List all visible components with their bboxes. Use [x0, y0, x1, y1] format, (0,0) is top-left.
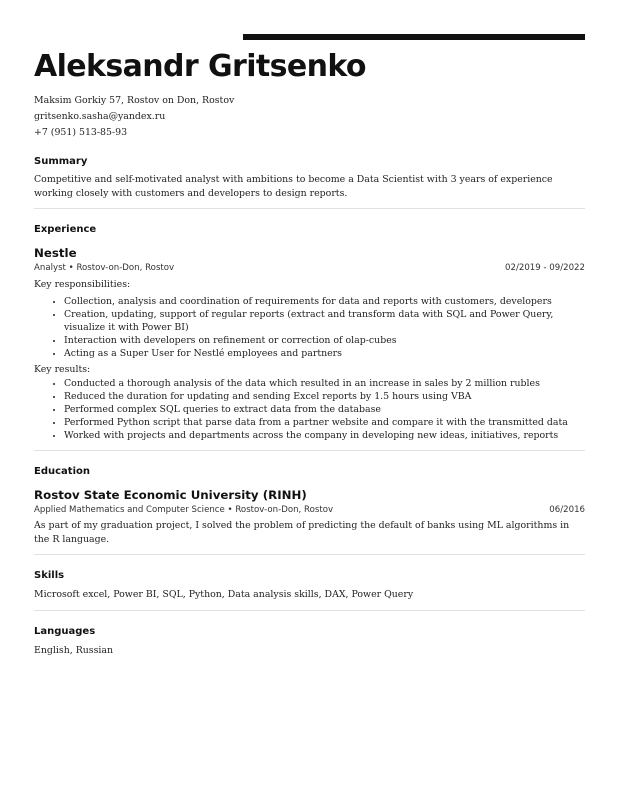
company-name: Nestle — [34, 246, 77, 260]
job-role-location: Analyst • Rostov-on-Don, Rostov — [34, 263, 175, 273]
list-item: • Reduced the duration for updating and sending Excel reports by 1.5 hours using VBA — [64, 390, 585, 403]
header-accent-bar — [243, 34, 585, 40]
education-program-location: Applied Mathematics and Computer Science • Rostov-on-Don, Rostov — [34, 505, 334, 515]
list-item: • Creation, updating, support of regular reports (extract and transform data with SQL and Power Query, visualize it with Power BI) — [64, 308, 585, 334]
candidate-name: Aleksandr Gritsenko — [34, 49, 366, 84]
contact-block — [34, 93, 585, 141]
section-divider — [34, 208, 585, 209]
languages-text: English, Russian — [34, 644, 114, 656]
education-date: 06/2016 — [549, 505, 585, 515]
list-item: • Worked with projects and departments across the company in developing new ideas, initiatives, reports — [64, 429, 585, 442]
summary-section — [34, 155, 585, 209]
section-divider — [34, 610, 585, 611]
responsibilities-label: Key responsibilities: — [34, 279, 131, 290]
contact-address: Maksim Gorkiy 57, Rostov on Don, Rostov — [34, 95, 235, 106]
experience-title: Experience — [34, 224, 97, 235]
list-item: • Collection, analysis and coordination of requirements for data and reports with customers, developers — [64, 295, 585, 308]
section-divider — [34, 450, 585, 451]
responsibilities-list — [34, 295, 585, 360]
list-item: • Conducted a thorough analysis of the data which resulted in an increase in sales by 2 million rubles — [64, 377, 585, 390]
education-section — [34, 465, 585, 555]
summary-text: Competitive and self-motivated analyst with ambitions to become a Data Scientist with 3 years of experience working closely with customers and developers to design reports. — [34, 174, 553, 199]
languages-section — [34, 625, 585, 658]
list-item: • Interaction with developers on refinement or correction of olap-cubes — [64, 334, 585, 347]
results-list — [34, 377, 585, 442]
resume-page — [34, 46, 585, 657]
list-item: • Acting as a Super User for Nestlé employees and partners — [64, 347, 585, 360]
languages-title: Languages — [34, 625, 96, 637]
results-label: Key results: — [34, 364, 91, 375]
skills-title: Skills — [34, 570, 65, 581]
skills-section — [34, 569, 585, 611]
contact-email: gritsenko.sasha@yandex.ru — [34, 111, 166, 122]
list-item: • Performed complex SQL queries to extract data from the database — [64, 403, 585, 416]
education-text: As part of my graduation project, I solved the problem of predicting the default of banks using ML algorithms in the R language. — [34, 520, 570, 545]
skills-text: Microsoft excel, Power BI, SQL, Python, Data analysis skills, DAX, Power Query — [34, 589, 414, 600]
job-meta — [34, 262, 585, 275]
list-item: • Performed Python script that parse data from a partner website and compare it with the transmitted data — [64, 416, 585, 429]
education-title: Education — [34, 466, 90, 477]
summary-title: Summary — [34, 156, 88, 167]
section-divider — [34, 554, 585, 555]
job-dates: 02/2019 - 09/2022 — [505, 263, 585, 273]
experience-section — [34, 223, 585, 451]
contact-phone: +7 (951) 513-85-93 — [34, 127, 128, 138]
school-name: Rostov State Economic University (RINH) — [34, 488, 307, 502]
education-meta — [34, 504, 585, 517]
